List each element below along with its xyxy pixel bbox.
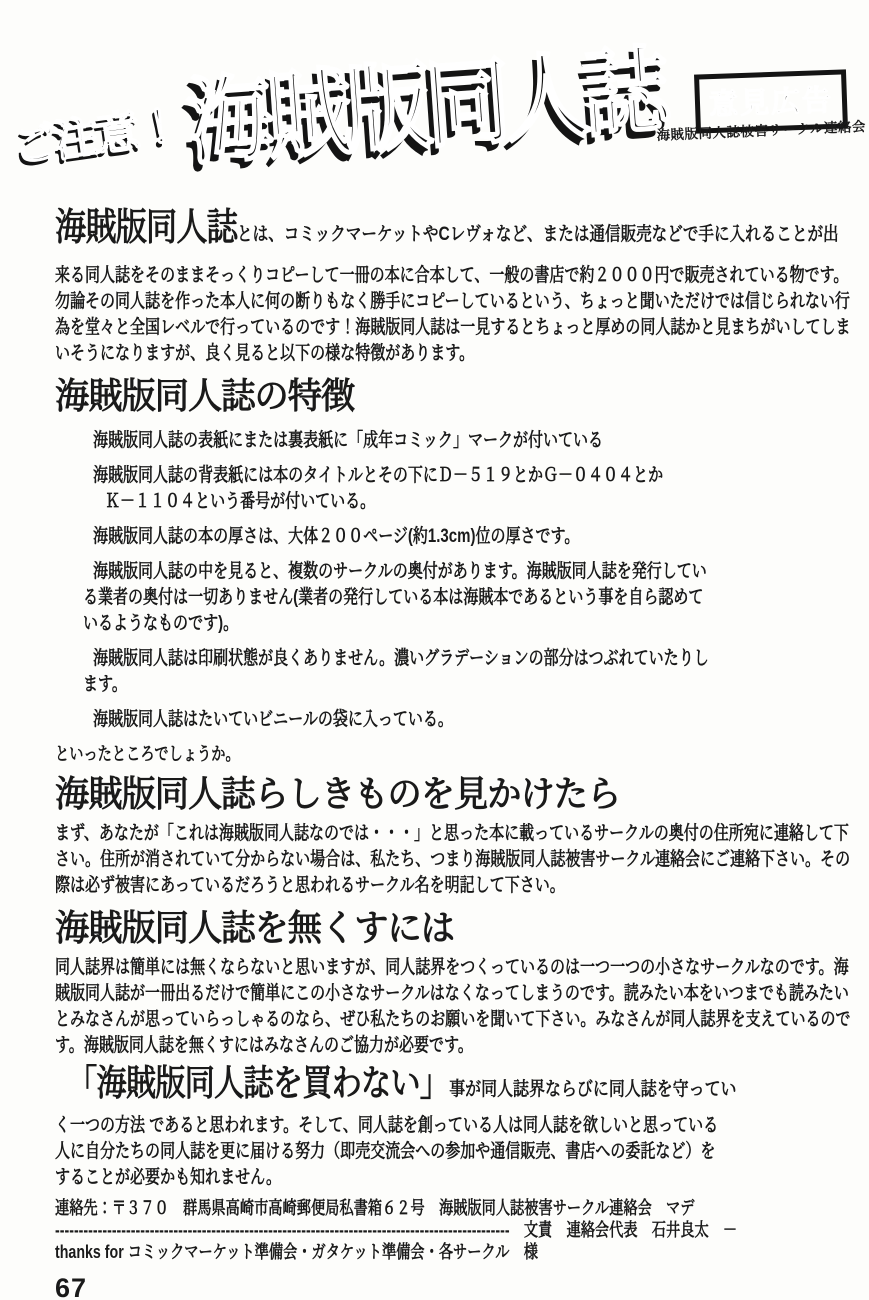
eliminate-line: とみなさんが思っていらっしゃるのなら、ぜひ私たちのお願いを聞いて下さい。みなさんが同人誌界を支えているので bbox=[55, 1009, 851, 1030]
appeal-line: く一つの方法 であると思われます。そして、同人誌を創っている人は同人誌を欲しいと思っている bbox=[55, 1115, 719, 1136]
page-footer bbox=[55, 1197, 839, 1300]
opinion-ad-badge: 意見広告 bbox=[694, 69, 848, 133]
divider-credit-line bbox=[55, 1219, 738, 1241]
eliminate-line: す。海賊版同人誌を無くすにはみなさんのご協力が必要です。 bbox=[55, 1035, 473, 1056]
thanks-line: thanks for コミックマーケット準備会・ガタケット準備会・各サークル 様 bbox=[55, 1242, 538, 1262]
page-body bbox=[0, 205, 869, 1300]
page-number: 67 bbox=[55, 1273, 88, 1300]
caution-label: ご注意！ bbox=[9, 100, 183, 173]
intro-lead-rest: とは、コミックマーケットやCレヴォなど、または通信販売などで手に入れることが出 bbox=[237, 224, 839, 245]
intro-lead-line bbox=[55, 205, 839, 259]
intro-lead-term: 海賊版同人誌 bbox=[55, 207, 238, 249]
section-heading-spotted: 海賊版同人誌らしきものを見かけたら bbox=[55, 773, 621, 814]
feature-item: 海賊版同人誌の中を見ると、複数のサークルの奥付があります。海賊版同人誌を発行してい bbox=[93, 561, 707, 582]
intro-line: 勿論その同人誌を作った本人に何の断りもなく勝手にコピーしているという、ちょっと聞いただけでは信じられない行 bbox=[55, 291, 850, 312]
intro-line: 為を堂々と全国レベルで行っているのです！海賊版同人誌は一見するとちょっと厚めの同人誌かと見まちがいしてしま bbox=[55, 317, 851, 338]
appeal-line: することが必要かも知れません。 bbox=[55, 1167, 282, 1188]
intro-line: いそうになりますが、良く見ると以下の様な特徴があります。 bbox=[55, 343, 475, 364]
feature-item: 海賊版同人誌の背表紙には本のタイトルとその下にＤ－５１９とかＧ－０４０４とか bbox=[93, 465, 664, 486]
appeal-quote-rest: 事が同人誌界ならびに同人誌を守ってい bbox=[449, 1079, 737, 1100]
feature-item: 海賊版同人誌は印刷状態が良くありません。濃いグラデーションの部分はつぶれていたりし bbox=[93, 648, 709, 669]
appeal-heading-line bbox=[67, 1061, 737, 1113]
eliminate-line: 賊版同人誌が一冊出るだけで簡単にこの小さなサークルはなくなってしまうのです。読みたい本をいつまでも読みたい bbox=[55, 983, 849, 1004]
appeal-line: 人に自分たちの同人誌を更に届ける努力（即売交流会への参加や通信販売、書店への委託など）を bbox=[55, 1141, 716, 1162]
feature-item: 海賊版同人誌の本の厚さは、大体２００ページ(約1.3cm)位の厚さです。 bbox=[93, 526, 580, 547]
organization-name: 海賊版同人誌被害サークル連絡会 bbox=[656, 118, 867, 143]
credit-text: 文責 連絡会代表 石井良太 － bbox=[523, 1220, 738, 1240]
section-heading-features: 海賊版同人誌の特徴 bbox=[55, 375, 355, 416]
spotted-line: さい。住所が消されていて分からない場合は、私たち、つまり海賊版同人誌被害サークル連絡会にご連絡下さい。その bbox=[55, 849, 851, 870]
page-header bbox=[0, 0, 869, 205]
closing-remark: といったところでしょうか。 bbox=[55, 744, 240, 764]
spotted-line: まず、あなたが「これは海賊版同人誌なのでは・・・」と思った本に載っているサークルの奥付の住所宛に連絡して下 bbox=[55, 823, 849, 844]
intro-line: 来る同人誌をそのままそっくりコピーして一冊の本に合本して、一般の書店で約２０００円で販売されている物です。 bbox=[55, 265, 849, 286]
appeal-quote: 「海賊版同人誌を買わない」 bbox=[67, 1062, 450, 1103]
feature-item-continuation: る業者の奥付は一切ありません(業者の発行している本は海賊本であるという事を自ら認めて bbox=[83, 587, 704, 608]
page-title: 海賊版同人誌 bbox=[183, 36, 668, 177]
divider-dashes: ------------------------------------------------------------------------------------------------ bbox=[55, 1220, 510, 1240]
feature-item: 海賊版同人誌はたいていビニールの袋に入っている。 bbox=[93, 709, 453, 730]
spotted-line: 際は必ず被害にあっているだろうと思われるサークル名を明記して下さい。 bbox=[55, 875, 565, 896]
feature-item: 海賊版同人誌の表紙にまたは裏表紙に「成年コミック」マークが付いている bbox=[93, 430, 604, 451]
feature-item-continuation: ます。 bbox=[83, 674, 127, 695]
eliminate-line: 同人誌界は簡単には無くならないと思いますが、同人誌界をつくっているのは一つ一つの小さなサークルなのです。海 bbox=[55, 957, 849, 978]
feature-item-continuation: Ｋ－１１０４という番号が付いている。 bbox=[105, 491, 376, 512]
section-heading-eliminate: 海賊版同人誌を無くすには bbox=[55, 907, 455, 948]
feature-item-continuation: いるようなものです)。 bbox=[83, 613, 239, 634]
contact-line: 連絡先：〒３７０ 群馬県高崎市高崎郵便局私書箱６２号 海賊版同人誌被害サークル連絡会 マデ bbox=[55, 1198, 695, 1218]
